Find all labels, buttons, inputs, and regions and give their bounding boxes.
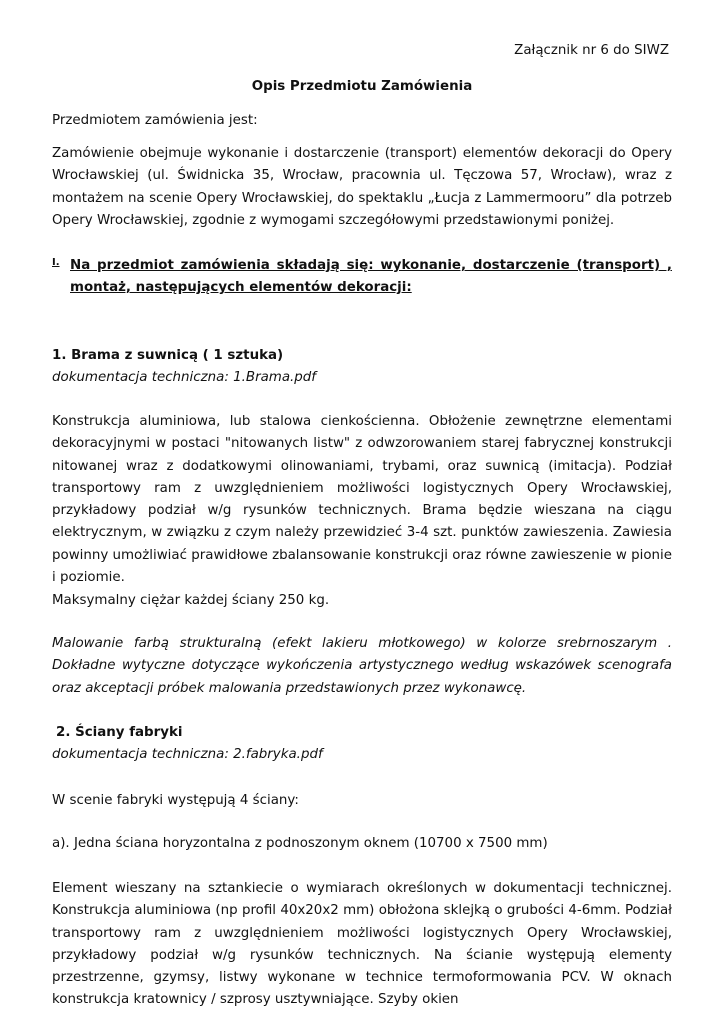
document-title: Opis Przedmiotu Zamówienia (251, 79, 473, 94)
item2-wall-a: a). Jedna ściana horyzontalna z podnoszonym oknem (10700 x 7500 mm) (52, 836, 548, 851)
item2-doc-reference: dokumentacja techniczna: 2.fabryka.pdf (52, 747, 323, 762)
section-number: I. (52, 257, 60, 268)
section-heading-text: Na przedmiot zamówienia składają się: wykonanie, dostarczenie (transport) , montaż, następujących elementów dekoracji: (70, 258, 672, 296)
item1-title: 1. Brama z suwnicą ( 1 sztuka) (52, 348, 284, 363)
item1-finish: Malowanie farbą strukturalną (efekt lakieru młotkowego) w kolorze srebrnoszarym . Dokładne wytyczne dotyczące wykończenia artystycznego według wskazówek scenografa oraz akceptacji próbek malowania przedstawionych przez wykonawcę. (52, 636, 672, 696)
attachment-label: Załącznik nr 6 do SIWZ (514, 43, 669, 58)
item2-walls: W scenie fabryki występują 4 ściany: (52, 793, 299, 808)
item2-title: 2. Ściany fabryki (56, 725, 183, 740)
item1-doc-reference: dokumentacja techniczna: 1.Brama.pdf (52, 370, 316, 385)
intro-description: Zamówienie obejmuje wykonanie i dostarczenie (transport) elementów dekoracji do Opery Wrocławskiej (ul. Świdnicka 35, Wrocław, pracownia ul. Tęczowa 57, Wrocław), wraz z montażem na scenie Opery Wrocławskiej, do spektaklu „Łucja z Lammermooru” dla potrzeb Opery Wrocławskiej, zgodnie z wymogami szczegółowymi przedstawionymi poniżej. (52, 146, 672, 228)
item1-weight: Maksymalny ciężar każdej ściany 250 kg. (52, 593, 330, 608)
intro-lead: Przedmiotem zamówienia jest: (52, 113, 258, 128)
section-heading (52, 255, 672, 300)
item2-body: Element wieszany na sztankiecie o wymiarach określonych w dokumentacji technicznej. Konstrukcja aluminiowa (np profil 40x20x2 mm) obłożona sklejką o grubości 4-6mm. Podział transportowy ram z uwzględnieniem możliwości logistycznych Opery Wrocławskiej, przykładowy podział w/g rysunków technicznych. Na ścianie występują elementy przestrzenne, gzymsy, listwy wykonane w technice termoformowania PCV. W oknach konstrukcja kratownicy / szprosy usztywniające. Szyby okien (52, 881, 672, 1008)
item1-body: Konstrukcja aluminiowa, lub stalowa cienkościenna. Obłożenie zewnętrzne elementami dekoracyjnymi w postaci "nitowanych listw" z odwzorowaniem starej fabrycznej konstrukcji nitowanej wraz z dodatkowymi olinowaniami, trybami, oraz suwnicą (imitacja). Podział transportowy ram z uwzględnieniem możliwości logistycznych Opery Wrocławskiej, przykładowy podział w/g rysunków technicznych. Brama będzie wieszana na ciągu elektrycznym, w związku z czym należy przewidzieć 3-4 szt. punktów zawieszenia. Zawiesia powinny umożliwiać prawidłowe zbalansowanie konstrukcji oraz równe zawieszenie w pionie i poziomie. (52, 414, 672, 586)
